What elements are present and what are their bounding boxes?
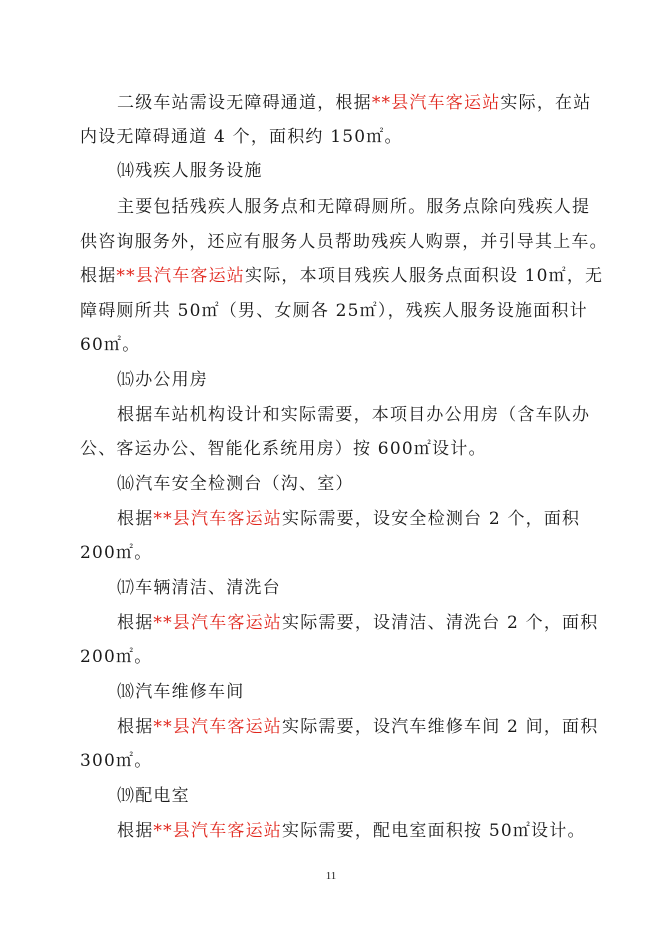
text-run: 实际，本项目残疾人服务点面积设 10㎡，无 <box>245 266 604 286</box>
highlighted-station-name: **县汽车客运站 <box>153 613 283 633</box>
heading-text: ⒆配电室 <box>117 786 190 806</box>
text-run: 200㎡。 <box>80 647 153 667</box>
text-run: 根据 <box>117 509 154 529</box>
section-heading-17 <box>117 577 627 599</box>
paragraph-line <box>80 646 590 668</box>
text-run: 60㎡。 <box>80 335 141 355</box>
heading-text: ⒁残疾人服务设施 <box>117 161 263 181</box>
text-run: 障碍厕所共 50㎡（男、女厕各 25㎡），残疾人服务设施面积计 <box>80 301 588 321</box>
section-heading-14 <box>117 160 627 182</box>
text-run: 200㎡。 <box>80 543 153 563</box>
text-run: 公、客运办公、智能化系统用房）按 600㎡设计。 <box>80 439 487 459</box>
paragraph-line <box>80 126 590 148</box>
text-run: 供咨询服务外，还应有服务人员帮助残疾人购票，并引导其上车。 <box>80 232 608 252</box>
heading-text: ⒃汽车安全检测台（沟、室） <box>117 474 354 494</box>
paragraph-line <box>117 92 627 114</box>
text-run: 实际需要，设清洁、清洗台 2 个，面积 <box>282 613 599 633</box>
paragraph-line <box>117 404 627 426</box>
text-run: 实际需要，配电室面积按 50㎡设计。 <box>282 821 586 841</box>
text-run: 内设无障碍通道 4 个，面积约 150㎡。 <box>80 127 403 147</box>
heading-text: ⒄车辆清洁、清洗台 <box>117 578 281 598</box>
heading-text: ⒅汽车维修车间 <box>117 682 245 702</box>
paragraph-line <box>117 820 627 842</box>
paragraph-line <box>117 612 627 634</box>
section-heading-19 <box>117 785 627 807</box>
highlighted-station-name: **县汽车客运站 <box>153 509 283 529</box>
text-run: 实际需要，设汽车维修车间 2 间，面积 <box>282 717 599 737</box>
text-run: 主要包括残疾人服务点和无障碍厕所。服务点除向残疾人提 <box>117 197 591 217</box>
paragraph-line <box>80 231 608 253</box>
text-run: 根据 <box>117 717 154 737</box>
page-number: 11 <box>325 870 337 882</box>
highlighted-station-name: **县汽车客运站 <box>153 821 283 841</box>
text-run: 根据 <box>80 266 117 286</box>
heading-text: ⒂办公用房 <box>117 370 208 390</box>
text-run: 根据 <box>117 613 154 633</box>
section-heading-15 <box>117 369 627 391</box>
paragraph-line <box>117 508 627 530</box>
paragraph-line <box>80 542 590 564</box>
highlighted-station-name: **县汽车客运站 <box>371 93 501 113</box>
text-run: 根据 <box>117 821 154 841</box>
paragraph-line <box>80 265 604 287</box>
text-run: 实际，在站 <box>500 93 592 113</box>
paragraph-line <box>80 438 590 460</box>
paragraph-line <box>117 716 627 738</box>
paragraph-line <box>80 300 590 322</box>
paragraph-line <box>117 196 627 218</box>
section-heading-18 <box>117 681 627 703</box>
highlighted-station-name: **县汽车客运站 <box>153 717 283 737</box>
highlighted-station-name: **县汽车客运站 <box>116 266 246 286</box>
text-run: 二级车站需设无障碍通道，根据 <box>117 93 372 113</box>
section-heading-16 <box>117 473 627 495</box>
paragraph-line <box>80 750 590 772</box>
text-run: 根据车站机构设计和实际需要，本项目办公用房（含车队办 <box>117 405 591 425</box>
text-run: 实际需要，设安全检测台 2 个，面积 <box>282 509 581 529</box>
paragraph-line <box>80 334 590 356</box>
text-run: 300㎡。 <box>80 751 153 771</box>
